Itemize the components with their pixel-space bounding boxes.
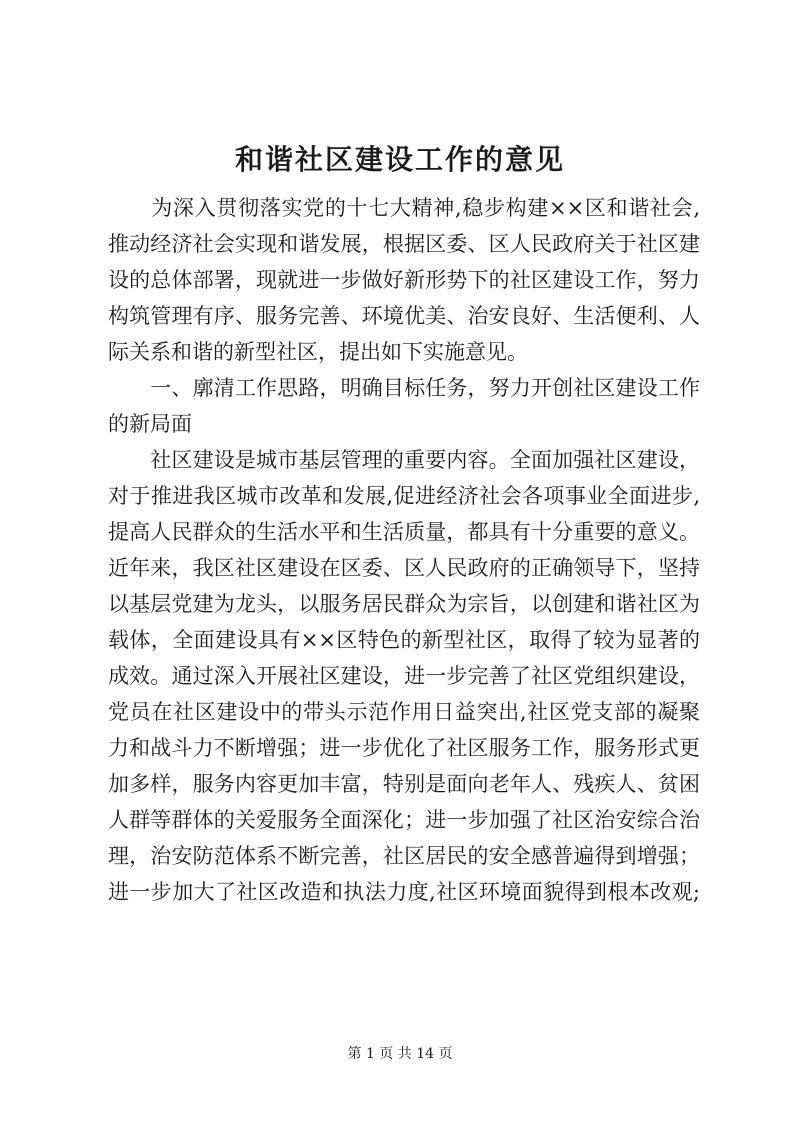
page-number-footer: 第 1 页 共 14 页 — [347, 1046, 453, 1062]
body-line-9: 对于推进我区城市改革和发展,促进经济社会各项事业全面进步, — [108, 484, 700, 508]
body-line-19: 理，治安防范体系不断完善，社区居民的安全感普遍得到增强； — [108, 844, 700, 868]
document-title: 和谐社区建设工作的意见 — [234, 143, 565, 176]
body-line-6: 一、廓清工作思路，明确目标任务，努力开创社区建设工作 — [108, 376, 700, 400]
body-line-3: 设的总体部署，现就进一步做好新形势下的社区建设工作，努力 — [108, 268, 700, 292]
body-line-1: 为深入贯彻落实党的十七大精神,稳步构建××区和谐社会, — [108, 196, 700, 220]
body-line-12: 以基层党建为龙头，以服务居民群众为宗旨，以创建和谐社区为 — [108, 592, 700, 616]
body-line-2: 推动经济社会实现和谐发展，根据区委、区人民政府关于社区建 — [108, 232, 700, 256]
body-line-13: 载体，全面建设具有××区特色的新型社区，取得了较为显著的 — [108, 628, 700, 652]
body-line-16: 力和战斗力不断增强；进一步优化了社区服务工作，服务形式更 — [108, 736, 700, 760]
body-line-14: 成效。通过深入开展社区建设，进一步完善了社区党组织建设， — [108, 664, 700, 688]
body-line-18: 人群等群体的关爱服务全面深化；进一步加强了社区治安综合治 — [108, 808, 700, 832]
body-line-5: 际关系和谐的新型社区，提出如下实施意见。 — [108, 340, 528, 364]
document-body — [108, 190, 700, 910]
body-line-10: 提高人民群众的生活水平和生活质量，都具有十分重要的意义。 — [108, 520, 700, 544]
body-line-8: 社区建设是城市基层管理的重要内容。全面加强社区建设， — [108, 448, 700, 472]
body-line-11: 近年来，我区社区建设在区委、区人民政府的正确领导下，坚持 — [108, 556, 700, 580]
body-line-4: 构筑管理有序、服务完善、环境优美、治安良好、生活便利、人 — [108, 304, 700, 328]
body-line-20: 进一步加大了社区改造和执法力度,社区环境面貌得到根本改观; — [108, 880, 700, 904]
body-line-7: 的新局面 — [108, 412, 192, 436]
body-line-17: 加多样，服务内容更加丰富，特别是面向老年人、残疾人、贫困 — [108, 772, 700, 796]
body-line-15: 党员在社区建设中的带头示范作用日益突出,社区党支部的凝聚 — [108, 700, 700, 724]
